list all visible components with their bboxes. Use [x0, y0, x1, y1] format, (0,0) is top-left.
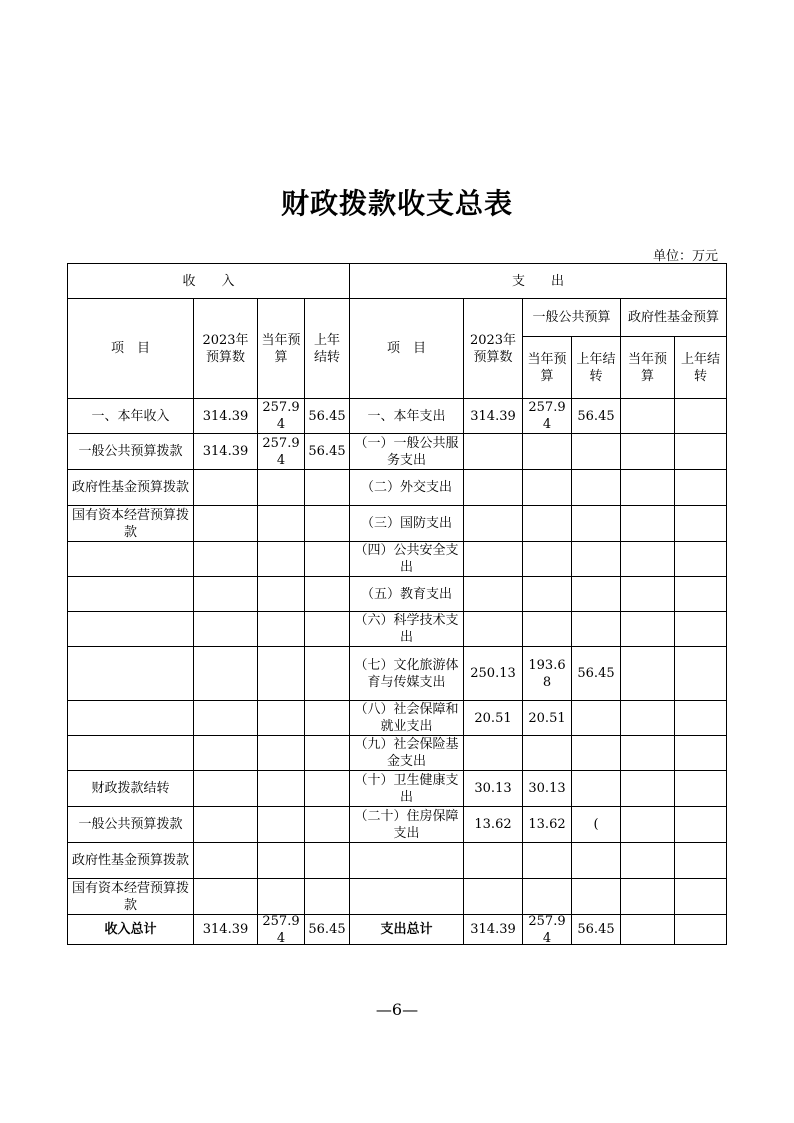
cell-gfb-prev [675, 470, 726, 505]
header-income: 收 入 [182, 273, 235, 289]
total-income-current: 257.94 [262, 913, 300, 946]
cell-gpb-current: 193.68 [528, 657, 566, 690]
page-number: —6— [375, 1000, 419, 1019]
total-income-item: 收入总计 [104, 922, 157, 937]
cell-gpb-current [523, 577, 571, 611]
cell-income-item: 政府性基金预算拨款 [71, 480, 189, 495]
cell-gpb-current [523, 612, 571, 646]
cell-gfb-prev [675, 771, 726, 806]
cell-expense-item: （十）卫生健康支出 [354, 772, 459, 805]
cell-gfb-prev [675, 577, 726, 611]
cell-income-item [68, 701, 193, 735]
cell-income-item [68, 647, 193, 700]
cell-gpb-prev [572, 771, 620, 806]
cell-income-item: 一、本年收入 [91, 408, 170, 424]
cell-income-item: 政府性基金预算拨款 [71, 853, 189, 868]
cell-gpb-prev: 56.45 [577, 666, 615, 681]
cell-income-prev [305, 542, 349, 576]
cell-gpb-prev: ( [593, 817, 599, 832]
cell-income-prev [305, 470, 349, 505]
cell-income-current [258, 506, 304, 541]
cell-income-current [258, 612, 304, 646]
cell-income-current [258, 577, 304, 611]
cell-expense-item: （六）科学技术支出 [354, 613, 459, 645]
cell-gpb-prev [572, 612, 620, 646]
cell-expense-budget-2023: 314.39 [470, 408, 516, 424]
cell-income-budget-2023 [194, 701, 257, 735]
cell-income-current [258, 647, 304, 700]
cell-gfb-prev [675, 542, 726, 576]
cell-income-budget-2023: 314.39 [202, 444, 249, 459]
cell-gpb-prev [572, 843, 620, 878]
total-gpb-prev: 56.45 [577, 922, 615, 937]
cell-income-prev [305, 807, 349, 842]
cell-income-prev: 56.45 [308, 408, 346, 424]
cell-expense-item: （五）教育支出 [360, 586, 452, 602]
cell-income-prev: 56.45 [308, 444, 346, 459]
cell-income-budget-2023 [194, 879, 257, 914]
cell-income-current [258, 771, 304, 806]
cell-income-current [258, 736, 304, 770]
cell-gpb-current [523, 843, 571, 878]
cell-income-prev [305, 701, 349, 735]
cell-gfb-current [621, 879, 674, 914]
cell-income-current: 257.94 [262, 400, 300, 432]
total-income-budget-2023: 314.39 [202, 922, 249, 937]
cell-income-current [258, 470, 304, 505]
cell-expense-budget-2023: 250.13 [470, 666, 516, 681]
total-gpb-current: 257.94 [528, 913, 566, 946]
header-gov-fund-budget: 政府性基金预算 [627, 310, 719, 325]
cell-income-budget-2023 [194, 506, 257, 541]
cell-income-budget-2023 [194, 470, 257, 505]
total-expense-budget-2023: 314.39 [470, 922, 516, 937]
cell-gfb-current [621, 647, 674, 700]
header-prev-year-carryover: 上年结转 [313, 332, 340, 365]
cell-gpb-current: 30.13 [528, 781, 566, 796]
cell-income-prev [305, 843, 349, 878]
cell-expense-budget-2023 [464, 542, 522, 576]
cell-gfb-current [621, 612, 674, 646]
cell-gpb-prev [572, 736, 620, 770]
cell-income-budget-2023 [194, 647, 257, 700]
cell-income-item: 国有资本经营预算拨款 [71, 880, 189, 913]
cell-gpb-current [523, 470, 571, 505]
cell-expense-item: （一）一般公共服务支出 [354, 435, 459, 468]
total-income-prev: 56.45 [308, 922, 346, 937]
total-gfb-prev [675, 915, 726, 944]
cell-expense-item: （九）社会保险基金支出 [354, 737, 459, 769]
cell-gfb-current [621, 542, 674, 576]
cell-income-budget-2023 [194, 807, 257, 842]
cell-gpb-prev [572, 701, 620, 735]
cell-gpb-current [523, 434, 571, 469]
cell-expense-item [350, 843, 463, 878]
cell-income-current [258, 542, 304, 576]
header-expense: 支 出 [511, 273, 564, 289]
cell-income-budget-2023 [194, 612, 257, 646]
cell-income-budget-2023: 314.39 [202, 408, 249, 424]
cell-gpb-current [523, 506, 571, 541]
cell-income-item [68, 736, 193, 770]
cell-gpb-current: 257.94 [528, 400, 566, 432]
cell-gpb-prev: 56.45 [577, 408, 615, 424]
cell-expense-item: （三）国防支出 [360, 516, 452, 531]
cell-income-budget-2023 [194, 542, 257, 576]
header-budget-2023: 2023年预算数 [202, 332, 249, 365]
cell-gfb-prev [675, 434, 726, 469]
cell-gpb-prev [572, 434, 620, 469]
cell-income-prev [305, 771, 349, 806]
cell-income-item: 一般公共预算拨款 [78, 444, 183, 459]
cell-expense-budget-2023: 20.51 [474, 710, 512, 726]
header-gpb-prev: 上年结转 [576, 351, 616, 384]
cell-income-item [68, 612, 193, 646]
cell-expense-item: （四）公共安全支出 [354, 543, 459, 575]
cell-gpb-prev [572, 506, 620, 541]
unit-label: 单位：万元 [652, 249, 718, 264]
cell-income-item: 国有资本经营预算拨款 [71, 507, 189, 540]
cell-gfb-current [621, 771, 674, 806]
cell-gfb-prev [675, 647, 726, 700]
header-expense-budget-2023: 2023年预算数 [469, 332, 517, 365]
header-income-item: 项 目 [110, 341, 150, 356]
cell-gpb-prev [572, 470, 620, 505]
header-current-year-budget: 当年预算 [261, 332, 301, 365]
cell-gfb-current [621, 807, 674, 842]
cell-expense-budget-2023 [464, 843, 522, 878]
cell-gfb-current [621, 434, 674, 469]
header-gpb-current: 当年预算 [527, 351, 567, 384]
cell-income-prev [305, 736, 349, 770]
cell-expense-budget-2023 [464, 470, 522, 505]
cell-expense-budget-2023 [464, 736, 522, 770]
cell-income-item: 财政拨款结转 [91, 781, 170, 796]
cell-gpb-prev [572, 879, 620, 914]
cell-gfb-current [621, 399, 674, 433]
cell-gfb-current [621, 506, 674, 541]
page-title: 财政拨款收支总表 [280, 187, 513, 220]
cell-income-prev [305, 879, 349, 914]
cell-gfb-prev [675, 879, 726, 914]
cell-gpb-prev [572, 542, 620, 576]
cell-gfb-prev [675, 399, 726, 433]
cell-gfb-prev [675, 843, 726, 878]
header-gfb-current: 当年预算 [627, 351, 667, 384]
cell-income-budget-2023 [194, 843, 257, 878]
cell-gfb-prev [675, 807, 726, 842]
cell-income-current [258, 701, 304, 735]
cell-income-prev [305, 612, 349, 646]
total-gfb-current [621, 915, 674, 944]
cell-expense-item: 一、本年支出 [367, 408, 446, 424]
cell-expense-item: （二）外交支出 [360, 480, 452, 495]
header-expense-item: 项 目 [386, 341, 426, 356]
cell-income-item [68, 542, 193, 576]
cell-gpb-current: 20.51 [528, 710, 566, 726]
cell-income-current [258, 807, 304, 842]
cell-gpb-current [523, 736, 571, 770]
cell-income-budget-2023 [194, 577, 257, 611]
cell-income-item [68, 577, 193, 611]
cell-expense-item: （八）社会保障和就业支出 [354, 702, 459, 734]
cell-gfb-prev [675, 506, 726, 541]
header-gfb-prev: 上年结转 [680, 351, 720, 384]
cell-income-budget-2023 [194, 736, 257, 770]
cell-expense-item [350, 879, 463, 914]
cell-income-current [258, 843, 304, 878]
cell-gpb-current [523, 879, 571, 914]
header-general-public-budget: 一般公共预算 [532, 310, 611, 325]
cell-income-current [258, 879, 304, 914]
cell-gfb-prev [675, 612, 726, 646]
cell-expense-budget-2023 [464, 577, 522, 611]
cell-gpb-prev [572, 577, 620, 611]
cell-gfb-current [621, 470, 674, 505]
cell-expense-budget-2023 [464, 506, 522, 541]
cell-gfb-prev [675, 701, 726, 735]
cell-income-budget-2023 [194, 771, 257, 806]
cell-gpb-current: 13.62 [528, 817, 566, 832]
cell-expense-budget-2023: 30.13 [474, 781, 512, 796]
cell-gpb-current [523, 542, 571, 576]
cell-gfb-current [621, 843, 674, 878]
cell-income-item: 一般公共预算拨款 [78, 817, 183, 832]
cell-income-prev [305, 506, 349, 541]
cell-gfb-current [621, 736, 674, 770]
cell-gfb-prev [675, 736, 726, 770]
cell-gfb-current [621, 701, 674, 735]
cell-gfb-current [621, 577, 674, 611]
cell-income-prev [305, 647, 349, 700]
cell-expense-budget-2023 [464, 612, 522, 646]
cell-income-current: 257.94 [262, 435, 300, 468]
cell-expense-item: （七）文化旅游体育与传媒支出 [354, 657, 459, 690]
cell-expense-budget-2023: 13.62 [474, 817, 512, 832]
cell-expense-budget-2023 [464, 879, 522, 914]
cell-expense-budget-2023 [464, 434, 522, 469]
cell-income-prev [305, 577, 349, 611]
cell-expense-item: （二十）住房保障支出 [354, 808, 459, 841]
total-expense-item: 支出总计 [380, 922, 433, 937]
